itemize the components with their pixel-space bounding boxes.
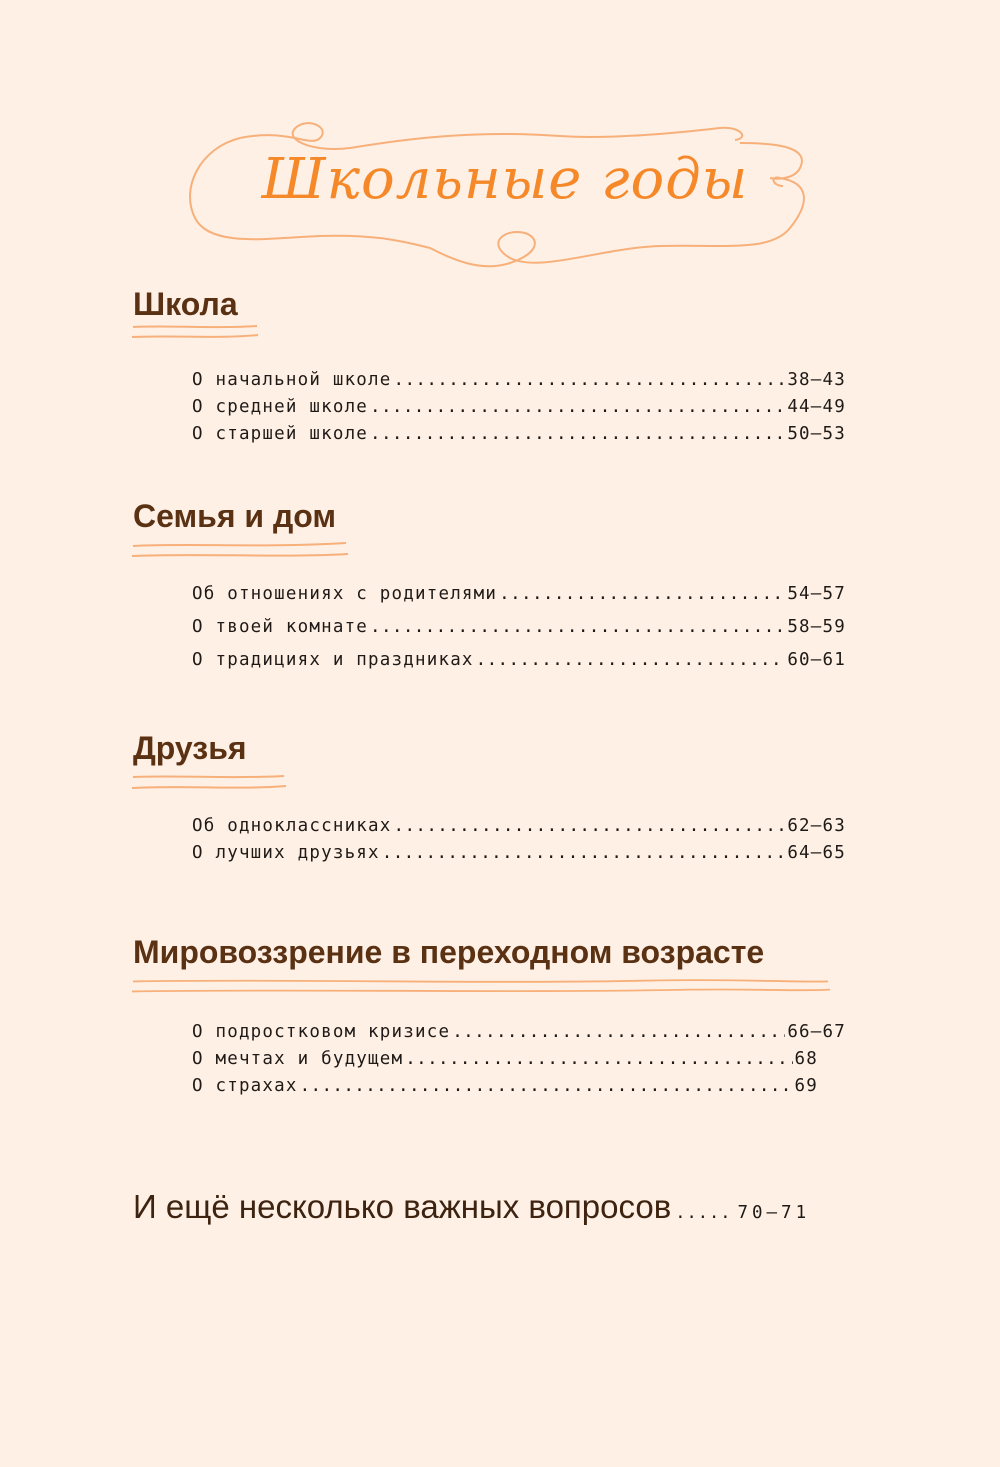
toc-entry-label: О старшей школе bbox=[192, 424, 369, 444]
toc-entry-extra-pages: 70–71 bbox=[737, 1203, 811, 1223]
toc-entry[interactable] bbox=[192, 843, 846, 870]
section-heading-school: Школа bbox=[133, 286, 238, 322]
toc-entry-extra[interactable] bbox=[133, 1188, 853, 1226]
toc-entry-pages: 62–63 bbox=[787, 816, 846, 836]
toc-entry-label: О начальной школе bbox=[192, 370, 392, 390]
section-heading-friends: Друзья bbox=[133, 730, 247, 766]
section-underline bbox=[130, 976, 832, 996]
toc-entry-pages: 54–57 bbox=[787, 584, 846, 604]
dot-leader bbox=[405, 1049, 792, 1069]
dot-leader bbox=[370, 397, 785, 417]
toc-entry-pages: 38–43 bbox=[787, 370, 846, 390]
toc-entry-pages: 44–49 bbox=[787, 397, 846, 417]
toc-entry-pages: 66–67 bbox=[787, 1022, 846, 1042]
dot-leader bbox=[499, 584, 785, 604]
dot-leader bbox=[370, 617, 785, 637]
toc-entry[interactable] bbox=[192, 816, 846, 843]
toc-entry[interactable] bbox=[192, 1022, 846, 1049]
toc-entry[interactable] bbox=[192, 584, 846, 617]
section-underline bbox=[130, 540, 350, 560]
toc-list-school bbox=[192, 370, 846, 451]
toc-entry-pages: 68 bbox=[794, 1049, 818, 1069]
toc-entry-pages: 58–59 bbox=[787, 617, 846, 637]
dot-leader bbox=[394, 816, 786, 836]
dot-leader: ..... bbox=[675, 1203, 732, 1223]
toc-entry-pages: 50–53 bbox=[787, 424, 846, 444]
toc-list-family bbox=[192, 584, 846, 683]
section-heading-worldview: Мировоззрение в переходном возрасте bbox=[133, 934, 765, 970]
toc-list-friends bbox=[192, 816, 846, 870]
toc-entry-label: О мечтах и будущем bbox=[192, 1049, 404, 1069]
title-block bbox=[180, 108, 830, 278]
dot-leader bbox=[452, 1022, 785, 1042]
toc-entry-pages: 64–65 bbox=[787, 843, 846, 863]
toc-entry-label: Об одноклассниках bbox=[192, 816, 392, 836]
toc-list-worldview bbox=[192, 1022, 846, 1103]
dot-leader bbox=[370, 424, 785, 444]
toc-entry-pages: 60–61 bbox=[787, 650, 846, 670]
toc-entry-label: О традициях и праздниках bbox=[192, 650, 474, 670]
toc-entry-pages: 69 bbox=[794, 1076, 818, 1096]
toc-entry-label: О подростковом кризисе bbox=[192, 1022, 451, 1042]
section-underline bbox=[130, 772, 288, 792]
toc-entry[interactable] bbox=[192, 370, 846, 397]
dot-leader bbox=[300, 1076, 793, 1096]
toc-entry[interactable] bbox=[192, 617, 846, 650]
toc-entry[interactable] bbox=[192, 424, 846, 451]
dot-leader bbox=[476, 650, 786, 670]
toc-entry-label: Об отношениях с родителями bbox=[192, 584, 498, 604]
toc-entry[interactable] bbox=[192, 397, 846, 424]
toc-entry-extra-label: И ещё несколько важных вопросов bbox=[133, 1188, 672, 1225]
toc-entry-label: О твоей комнате bbox=[192, 617, 369, 637]
toc-entry[interactable] bbox=[192, 650, 846, 683]
toc-entry[interactable] bbox=[192, 1049, 818, 1076]
toc-entry-label: О страхах bbox=[192, 1076, 298, 1096]
section-underline bbox=[130, 322, 260, 342]
dot-leader bbox=[394, 370, 786, 390]
toc-entry-label: О средней школе bbox=[192, 397, 369, 417]
dot-leader bbox=[382, 843, 786, 863]
toc-entry[interactable] bbox=[192, 1076, 818, 1103]
page-title: Школьные годы bbox=[261, 147, 749, 212]
section-heading-family: Семья и дом bbox=[133, 498, 337, 534]
toc-entry-label: О лучших друзьях bbox=[192, 843, 380, 863]
